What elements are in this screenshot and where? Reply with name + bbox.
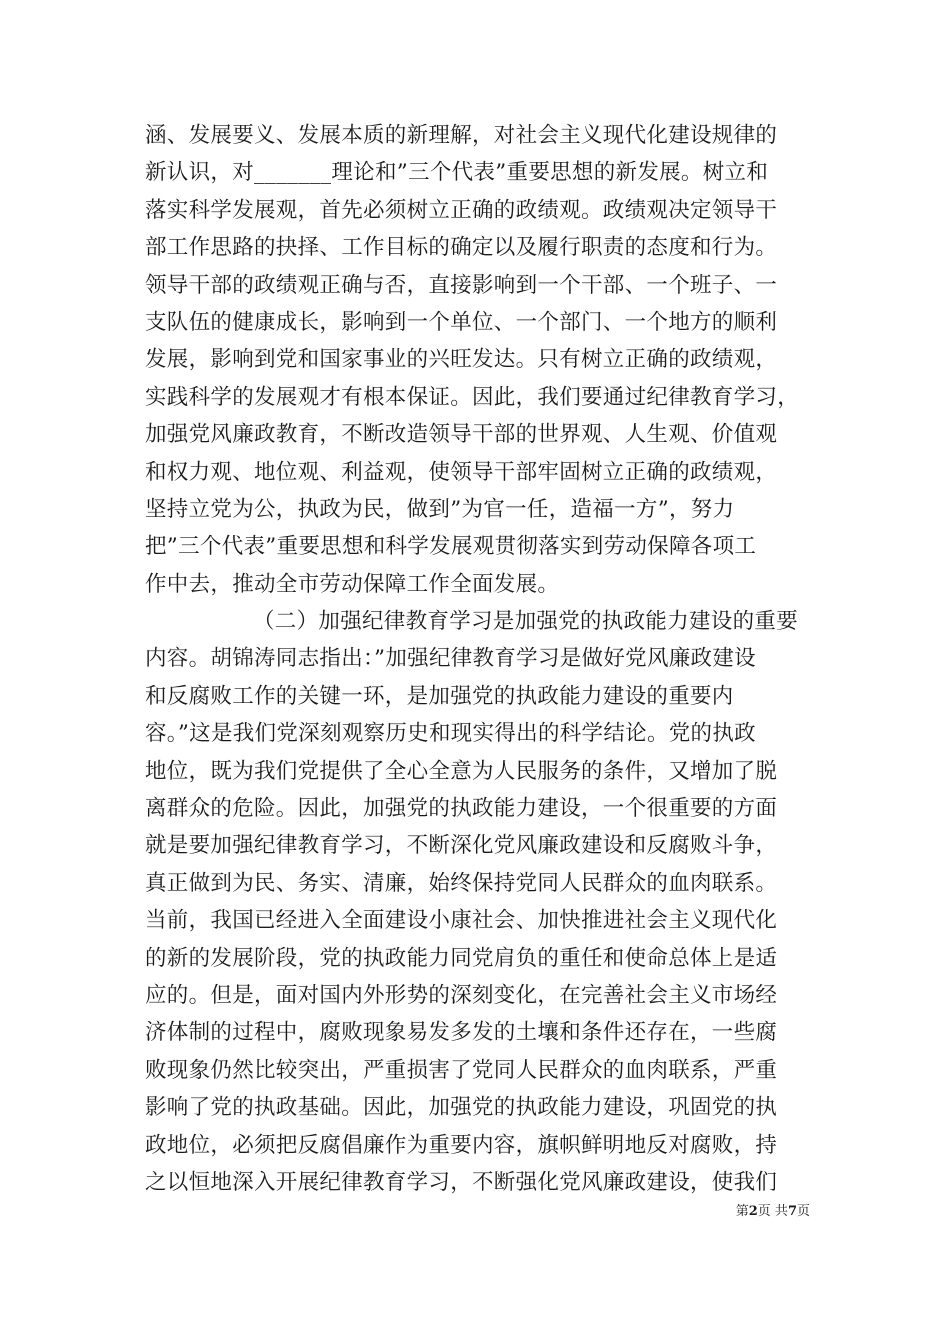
- footer-middle: 页 共: [757, 1204, 788, 1219]
- text-line: 把”三个代表”重要思想和科学发展观贯彻落实到劳动保障各项工: [145, 534, 757, 560]
- text-line: 涵、发展要义、发展本质的新理解，对社会主义现代化建设规律的: [145, 123, 778, 148]
- text-line: 内容。胡锦涛同志指出：”加强纪律教育学习是做好党风廉政建设: [145, 646, 756, 672]
- total-pages-number: 7: [787, 1204, 797, 1219]
- text-line: 离群众的危险。因此，加强党的执政能力建设，一个很重要的方面: [145, 796, 778, 822]
- text-line: 部工作思路的抉择、工作目标的确定以及履行职责的态度和行为。: [145, 235, 778, 261]
- text-line: 落实科学发展观，首先必须树立正确的政绩观。政绩观决定领导干: [145, 197, 778, 223]
- text-line: 真正做到为民、务实、清廉，始终保持党同人民群众的血肉联系。: [145, 870, 778, 896]
- text-line: 当前，我国已经进入全面建设小康社会、加快推进社会主义现代化: [145, 908, 778, 934]
- text-line: 领导干部的政绩观正确与否，直接影响到一个干部、一个班子、一: [145, 272, 778, 298]
- text-line: 的新的发展阶段，党的执政能力同党肩负的重任和使命总体上是适: [145, 945, 778, 971]
- text-line: 作中去，推动全市劳动保障工作全面发展。: [145, 571, 560, 597]
- footer-suffix: 页: [796, 1204, 810, 1219]
- text-line: 实践科学的发展观才有根本保证。因此，我们要通过纪律教育学习，: [145, 384, 800, 410]
- text-line: 和权力观、地位观、利益观，使领导干部牢固树立正确的政绩观，: [145, 459, 778, 485]
- section-heading-line: （二）加强纪律教育学习是加强党的执政能力建设的重要: [253, 609, 799, 635]
- text-line: 影响了党的执政基础。因此，加强党的执政能力建设，巩固党的执: [145, 1095, 778, 1121]
- current-page-number: 2: [748, 1204, 758, 1219]
- text-line: 加强党风廉政教育，不断改造领导干部的世界观、人生观、价值观: [145, 422, 778, 448]
- text-line: 济体制的过程中，腐败现象易发多发的土壤和条件还存在，一些腐: [145, 1020, 778, 1046]
- text-line: 地位，既为我们党提供了全心全意为人民服务的条件，又增加了脱: [145, 758, 778, 784]
- text-line: 坚持立党为公，执政为民，做到”为官一任，造福一方”，努力: [145, 496, 735, 522]
- body-text: [145, 117, 810, 1201]
- text-line: 应的。但是，面对国内外形势的深刻变化，在完善社会主义市场经: [145, 982, 778, 1008]
- text-line: 和反腐败工作的关键一环，是加强党的执政能力建设的重要内: [145, 683, 734, 709]
- text-line: 败现象仍然比较突出，严重损害了党同人民群众的血肉联系，严重: [145, 1057, 778, 1083]
- text-line: 支队伍的健康成长，影响到一个单位、一个部门、一个地方的顺利: [145, 309, 778, 335]
- text-line: 容。”这是我们党深刻观察历史和现实得出的科学结论。党的执政: [145, 721, 756, 747]
- text-line: 新认识，对_______理论和”三个代表”重要思想的新发展。树立和: [145, 160, 769, 186]
- page-footer: [720, 1203, 810, 1221]
- footer-prefix: 第: [735, 1204, 749, 1219]
- text-line: 之以恒地深入开展纪律教育学习，不断强化党风廉政建设，使我们: [145, 1169, 778, 1195]
- text-line: 就是要加强纪律教育学习，不断深化党风廉政建设和反腐败斗争，: [145, 833, 778, 859]
- text-line: 发展，影响到党和国家事业的兴旺发达。只有树立正确的政绩观，: [145, 347, 778, 373]
- text-line: 政地位，必须把反腐倡廉作为重要内容，旗帜鲜明地反对腐败，持: [145, 1132, 778, 1158]
